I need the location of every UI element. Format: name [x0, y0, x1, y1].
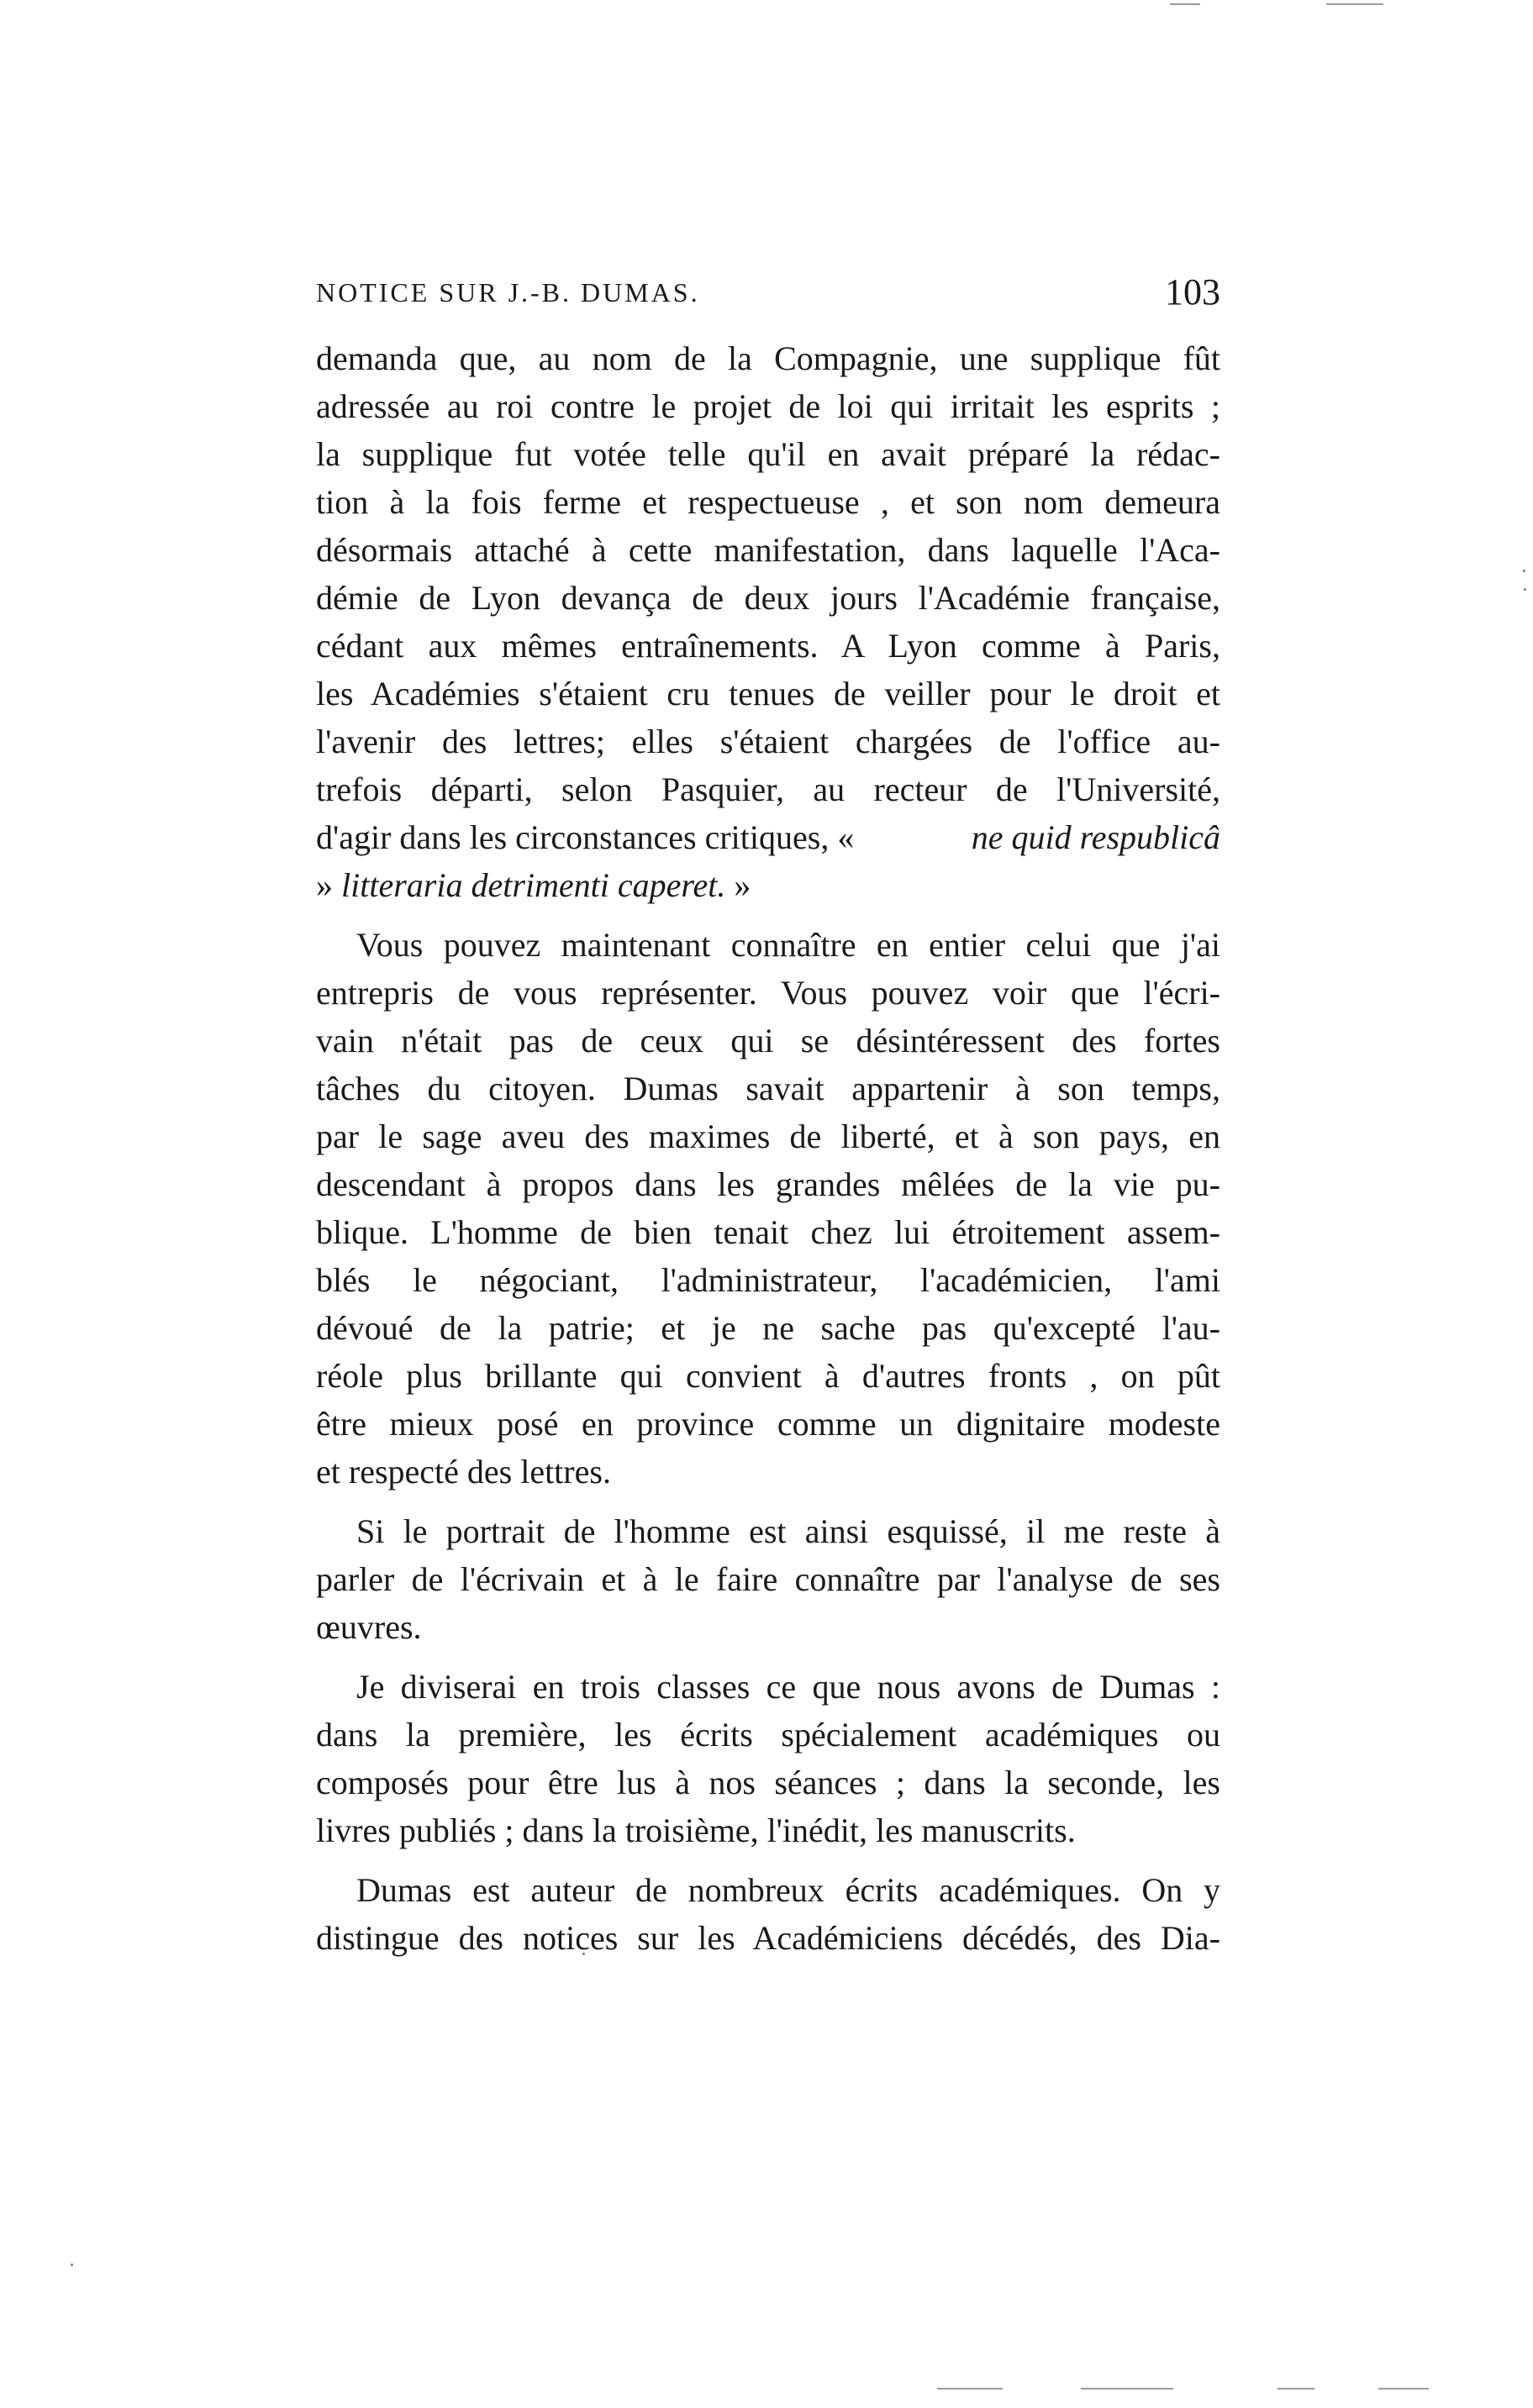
page-header — [316, 271, 1220, 321]
scan-edge-rule — [937, 2388, 1003, 2390]
text-line: dévoué de la patrie; et je ne sache pas qu'excepté l'au- — [316, 1309, 1220, 1347]
paragraph-start: Vous pouvez maintenant connaître en entier celui que j'ai — [356, 926, 1220, 964]
text-line: livres publiés ; dans la troisième, l'inédit, les manuscrits. — [316, 1811, 1076, 1849]
latin-quote: ne quid respublicâ — [971, 818, 1220, 856]
text-line: œuvres. — [316, 1608, 422, 1646]
paragraph-start: Je diviserai en trois classes ce que nous avons de Dumas : — [356, 1668, 1220, 1706]
text-line: tion à la fois ferme et respectueuse , et son nom demeura — [316, 483, 1220, 521]
text-line: l'avenir des lettres; elles s'étaient chargées de l'office au- — [316, 723, 1220, 760]
scan-edge-rule — [1378, 2388, 1429, 2390]
text-line: » litteraria detrimenti caperet. » — [316, 866, 751, 904]
latin-quote: litteraria detrimenti caperet. — [341, 866, 726, 904]
text-line: désormais attaché à cette manifestation, dans laquelle l'Aca- — [316, 531, 1220, 569]
scan-speck — [71, 2263, 73, 2266]
text-line: parler de l'écrivain et à le faire connaître par l'analyse de ses — [316, 1560, 1220, 1598]
scan-edge-rule — [1278, 2388, 1314, 2390]
scan-edge-rule — [1081, 2388, 1173, 2390]
text-line: être mieux posé en province comme un dignitaire modeste — [316, 1405, 1220, 1443]
text-line: distingue des notices sur les Académiciens décédés, des Dia- — [316, 1919, 1220, 1957]
text-line: adressée au roi contre le projet de loi qui irritait les esprits ; — [316, 387, 1220, 425]
text-line: blique. L'homme de bien tenait chez lui étroitement assem- — [316, 1213, 1220, 1251]
text-line: dans la première, les écrits spécialement académiques ou — [316, 1716, 1220, 1753]
page-number: 103 — [1165, 271, 1220, 313]
text-line: réole plus brillante qui convient à d'autres fronts , on pût — [316, 1357, 1220, 1395]
scan-speck — [1523, 570, 1525, 572]
scan-speck — [1524, 588, 1526, 591]
text-line: trefois départi, selon Pasquier, au recteur de l'Université, — [316, 770, 1220, 808]
text-line: d'agir dans les circonstances critiques, « ne quid respublicâ — [316, 813, 1220, 861]
text-line: composés pour être lus à nos séances ; dans la seconde, les — [316, 1764, 1220, 1801]
text-line: descendant à propos dans les grandes mêlées de la vie pu- — [316, 1165, 1220, 1203]
scan-edge-rule — [1326, 3, 1383, 5]
scan-edge-rule — [1170, 3, 1200, 5]
text-line: vain n'était pas de ceux qui se désintéressent des fortes — [316, 1022, 1220, 1059]
text-line: tâches du citoyen. Dumas savait appartenir à son temps, — [316, 1070, 1220, 1107]
paragraph-start: Si le portrait de l'homme est ainsi esquissé, il me reste à — [356, 1512, 1220, 1550]
body-text — [316, 334, 1220, 1962]
text-line: demanda que, au nom de la Compagnie, une supplique fût — [316, 339, 1220, 377]
text-line: démie de Lyon devança de deux jours l'Académie française, — [316, 579, 1220, 617]
text-line: cédant aux mêmes entraînements. A Lyon comme à Paris, — [316, 627, 1220, 665]
text-line: par le sage aveu des maximes de liberté, et à son pays, en — [316, 1117, 1220, 1155]
paragraph-start: Dumas est auteur de nombreux écrits académiques. On y — [356, 1871, 1220, 1909]
running-head: NOTICE SUR J.-B. DUMAS. — [316, 277, 700, 308]
text-line: et respecté des lettres. — [316, 1453, 611, 1491]
text-line: la supplique fut votée telle qu'il en avait préparé la rédac- — [316, 435, 1220, 473]
text-line: entrepris de vous représenter. Vous pouvez voir que l'écri- — [316, 974, 1220, 1012]
text-line: les Académies s'étaient cru tenues de veiller pour le droit et — [316, 675, 1220, 712]
text-line: blés le négociant, l'administrateur, l'académicien, l'ami — [316, 1261, 1220, 1299]
